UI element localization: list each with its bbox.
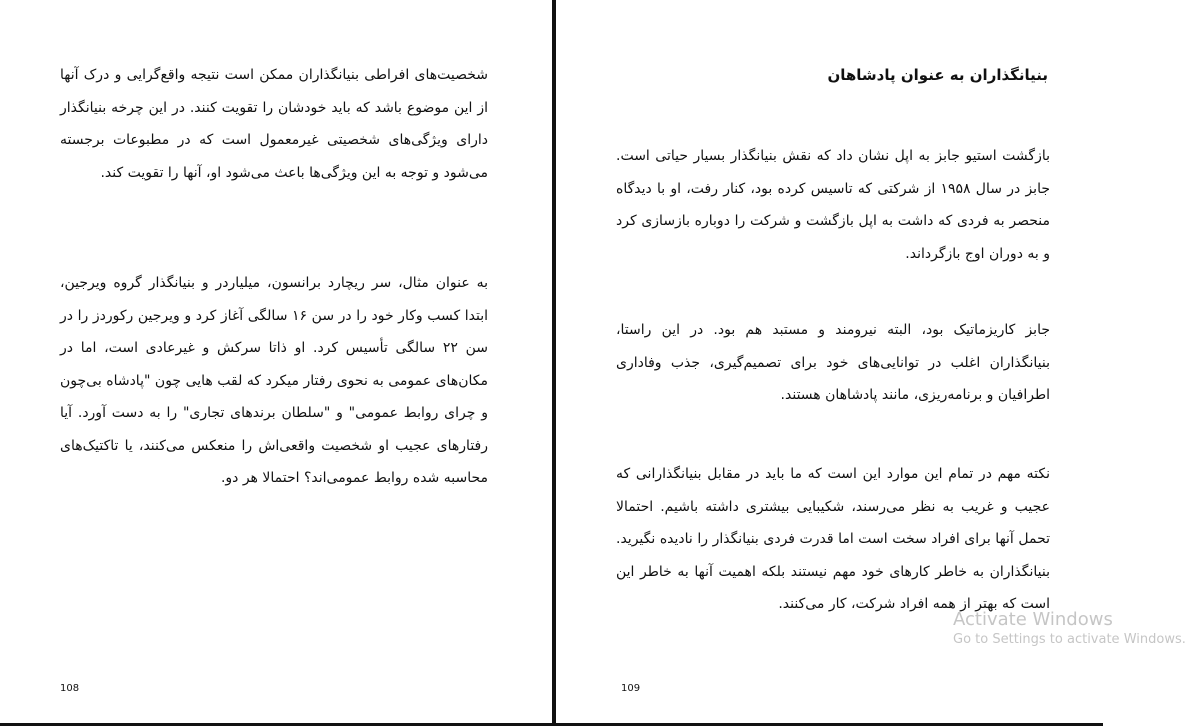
left-paragraph-1: شخصیت‌های افراطی بنیانگذاران ممکن است نتیجه واقع‌گرایی و درک آنها از این موضوع باشد که باید خودشان را تقویت کنند. در این چرخه بنیانگذار دارای ویژگی‌های شخصیتی غیرمعمول است که در مطبوعات برجسته می‌شود و توجه به این ویژگی‌ها باعث می‌شود او، آنها را تقویت کند. (60, 67, 488, 181)
right-paragraph-2: جابز کاریزماتیک بود، البته نیرومند و مستبد هم بود. در این راستا، بنیانگذاران اغلب در توانایی‌های خود برای تصمیم‌گیری، جذب وفاداری اطرافیان و برنامه‌ریزی، مانند پادشاهان هستند. (616, 322, 1050, 403)
left-paragraph-2: به عنوان مثال، سر ریچارد برانسون، میلیاردر و بنیانگذار گروه ویرجین، ابتدا کسب وکار خود را در سن ۱۶ سالگی آغاز کرد و ویرجین رکوردز را در سن ۲۲ سالگی تأسیس کرد. او ذاتا سرکش و غیرعادی است، اما در مکان‌های عمومی به نحوی رفتار میکرد که لقب هایی چون "پادشاه بی‌چون و چرای روابط عمومی" و "سلطان برندهای تجاری" را به دست آورد. آیا رفتارهای عجیب او شخصیت واقعی‌اش را منعکس می‌کنند، یا تاکتیک‌های محاسبه شده روابط عمومی‌اند؟ احتمالا هر دو. (60, 275, 489, 486)
left-page-number: 108 (60, 683, 80, 694)
right-page-number: 109 (621, 683, 641, 694)
right-paragraph-1: بازگشت استیو جابز به اپل نشان داد که نقش بنیانگذار بسیار حیاتی است. جابز در سال ۱۹۵۸ از شرکتی که تاسیس کرده بود، کنار رفت، او با دیدگاه منحصر به فردی که داشت به اپل بازگشت و شرکت را دوباره بازسازی کرد و به دوران اوج بازگرداند. (616, 148, 1050, 262)
watermark-title: Activate Windows (953, 609, 1113, 630)
section-title: بنیانگذاران به عنوان پادشاهان (827, 66, 1048, 84)
watermark-subtitle: Go to Settings to activate Windows. (953, 632, 1186, 647)
right-page (556, 0, 1186, 726)
right-paragraph-3: نکته مهم در تمام این موارد این است که ما باید در مقابل بنیانگذارانی که عجیب و غریب به نظر می‌رسند، شکیبایی بیشتری داشته باشیم. احتمالا تحمل آنها برای افراد سخت است اما قدرت فردی بنیانگذار را نادیده نگیرید. بنیانگذاران به خاطر کارهای خود مهم نیستند بلکه اهمیت آنها به خاطر این است که بهتر از همه افراد شرکت، کار می‌کنند. (616, 466, 1050, 612)
left-page (0, 0, 553, 726)
